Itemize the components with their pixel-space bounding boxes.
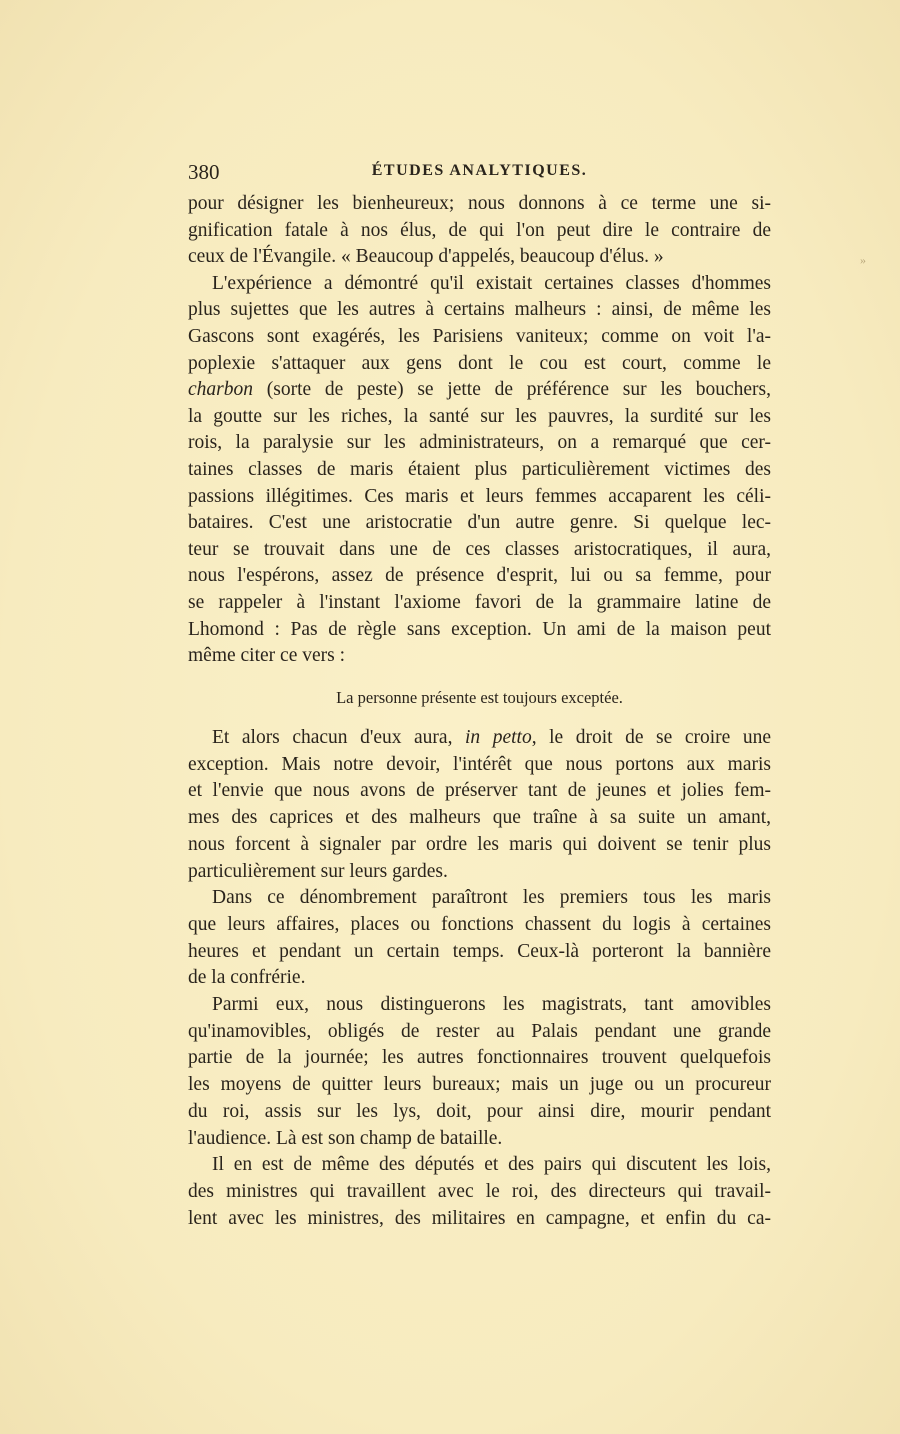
text-line: la goutte sur les riches, la santé sur les pauvres, la surdité sur les	[188, 405, 771, 427]
text-line: se rappeler à l'instant l'axiome favori de la grammaire latine de	[188, 592, 771, 613]
text-line: Gascons sont exagérés, les Parisiens vaniteux; comme on voit l'a-	[188, 326, 771, 347]
text-line: qu'inamovibles, obligés de rester au Palais pendant une grande	[188, 1020, 771, 1042]
running-header	[188, 160, 771, 186]
text-line: nous l'espérons, assez de présence d'esprit, lui ou sa femme, pour	[188, 565, 771, 587]
text-segment: , le droit de se croire une	[531, 727, 771, 748]
text-line: poplexie s'attaquer aux gens dont le cou est court, comme le	[188, 352, 771, 374]
quoted-verse: La personne présente est toujours exceptée.	[336, 688, 623, 707]
margin-mark: »	[860, 253, 866, 267]
text-line: Il en est de même des députés et des pairs qui discutent les lois,	[212, 1154, 771, 1176]
text-line: même citer ce vers :	[188, 645, 345, 667]
text-line: partie de la journée; les autres fonctionnaires trouvent quelquefois	[188, 1047, 771, 1069]
text-line: mes des caprices et des malheurs que traîne à sa suite un amant,	[188, 807, 771, 829]
text-line: nous forcent à signaler par ordre les maris qui doivent se tenir plus	[188, 833, 771, 855]
text-line: passions illégitimes. Ces maris et leurs femmes accaparent les céli-	[188, 485, 771, 507]
text-line: Dans ce dénombrement paraîtront les premiers tous les maris	[212, 887, 771, 909]
text-line: du roi, assis sur les lys, doit, pour ainsi dire, mourir pendant	[188, 1100, 771, 1122]
text-line: heures et pendant un certain temps. Ceux-là porteront la bannière	[188, 940, 771, 962]
page-number: 380	[188, 160, 220, 184]
text-line: Parmi eux, nous distinguerons les magistrats, tant amovibles	[212, 994, 771, 1015]
text-line: Lhomond : Pas de règle sans exception. Un ami de la maison peut	[188, 618, 771, 640]
text-line: taines classes de maris étaient plus particulièrement victimes des	[188, 459, 771, 480]
text-line: bataires. C'est une aristocratie d'un autre genre. Si quelque lec-	[188, 512, 771, 534]
text-line: des ministres qui travaillent avec le roi, des directeurs qui travail-	[188, 1180, 771, 1202]
text-line: que leurs affaires, places ou fonctions chassent du logis à certaines	[188, 913, 771, 935]
running-title: ÉTUDES ANALYTIQUES.	[371, 162, 588, 179]
text-line: de la confrérie.	[188, 967, 306, 989]
text-line: lent avec les ministres, des militaires en campagne, et enfin du ca-	[188, 1207, 771, 1229]
text-line	[212, 726, 771, 750]
text-line: particulièrement sur leurs gardes.	[188, 860, 448, 882]
text-line: plus sujettes que les autres à certains malheurs : ainsi, de même les	[188, 299, 771, 321]
text-line: rois, la paralysie sur les administrateurs, on a remarqué que cer-	[188, 432, 771, 454]
text-line	[188, 378, 771, 402]
italic-term: charbon	[188, 379, 253, 401]
text-line: les moyens de quitter leurs bureaux; mais un juge ou un procureur	[188, 1074, 771, 1096]
text-line: teur se trouvait dans une de ces classes aristocratiques, il aura,	[188, 538, 771, 560]
text-line: ceux de l'Évangile. « Beaucoup d'appelés, beaucoup d'élus. »	[188, 246, 664, 268]
text-line: L'expérience a démontré qu'il existait certaines classes d'hommes	[212, 272, 771, 294]
text-line: gnification fatale à nos élus, de qui l'on peut dire le contraire de	[188, 219, 771, 241]
text-line: pour désigner les bienheureux; nous donnons à ce terme une si-	[188, 193, 771, 214]
italic-term: in petto	[465, 727, 532, 748]
text-line: l'audience. Là est son champ de bataille.	[188, 1127, 503, 1149]
text-segment: (sorte de peste) se jette de préférence sur les bouchers,	[253, 379, 771, 401]
text-line: et l'envie que nous avons de préserver tant de jeunes et jolies fem-	[188, 780, 771, 802]
text-line: exception. Mais notre devoir, l'intérêt que nous portons aux maris	[188, 753, 771, 775]
text-segment: Et alors chacun d'eux aura,	[212, 727, 465, 748]
